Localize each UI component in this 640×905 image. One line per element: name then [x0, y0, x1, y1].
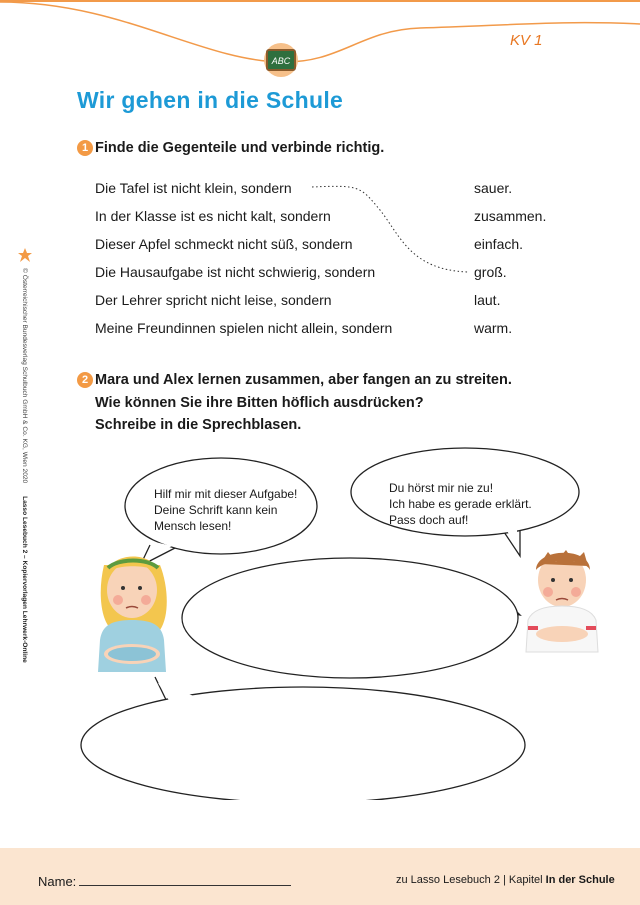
bubble-text-alex: Du hörst mir nie zu! Ich habe es gerade erklärt. Pass doch auf! — [389, 481, 532, 527]
footer-reference-prefix: zu Lasso Lesebuch 2 | Kapitel — [396, 874, 543, 886]
task-number-2: 2 — [77, 372, 93, 388]
girl-illustration — [98, 556, 167, 672]
answer-4: groß. — [474, 264, 507, 280]
sentence-6: Meine Freundinnen spielen nicht allein, sondern — [95, 320, 393, 336]
answer-2: zusammen. — [474, 208, 547, 224]
sentence-3: Dieser Apfel schmeckt nicht süß, sondern — [95, 236, 353, 252]
book-reference: Lasso Lesebuch 2 – Kopiervorlagen Lehrwerk-Online — [21, 496, 28, 663]
boy-illustration — [526, 550, 598, 652]
answer-1: sauer. — [474, 180, 513, 196]
answer-3: einfach. — [474, 236, 524, 252]
page-title: Wir gehen in die Schule — [77, 87, 344, 113]
answer-6: warm. — [474, 320, 513, 336]
task-number-1: 1 — [77, 140, 93, 156]
task2-line-2: Wie können Sie ihre Bitten höflich ausdrücken? — [95, 394, 424, 411]
sentence-5: Der Lehrer spricht nicht leise, sondern — [95, 292, 332, 308]
bubble-text-mara: Hilf mir mit dieser Aufgabe! Deine Schrift kann kein Mensch lesen! — [154, 487, 298, 533]
footer-reference — [396, 874, 615, 886]
sentence-2: In der Klasse ist es nicht kalt, sondern — [95, 208, 331, 224]
task2-line-3: Schreibe in die Sprechblasen. — [95, 417, 302, 433]
answer-bubble-mara[interactable] — [81, 677, 525, 800]
task2-line-1: Mara und Alex lernen zusammen, aber fangen an zu streiten. — [95, 372, 512, 388]
name-label: Name: — [38, 874, 77, 889]
svg-text:ABC: ABC — [271, 56, 291, 66]
sentence-4: Die Hausaufgabe ist nicht schwierig, sondern — [95, 264, 376, 280]
worksheet-code: KV 1 — [510, 32, 543, 49]
answer-bubble-alex[interactable] — [182, 558, 520, 678]
sentence-1: Die Tafel ist nicht klein, sondern — [95, 180, 292, 196]
example-connection-line — [0, 0, 640, 400]
task1-instruction: Finde die Gegenteile und verbinde richtig. — [95, 140, 385, 156]
copyright-text: © Österreichischer Bundesverlag Schulbuch GmbH & Co. KG, Wien 2020 — [21, 268, 28, 484]
answer-5: laut. — [474, 292, 501, 308]
speech-bubble-area — [0, 440, 640, 800]
footer-chapter: In der Schule — [545, 874, 615, 886]
publisher-logo-icon — [17, 247, 33, 263]
task2-instruction — [95, 369, 512, 437]
name-input-line[interactable] — [79, 885, 291, 886]
